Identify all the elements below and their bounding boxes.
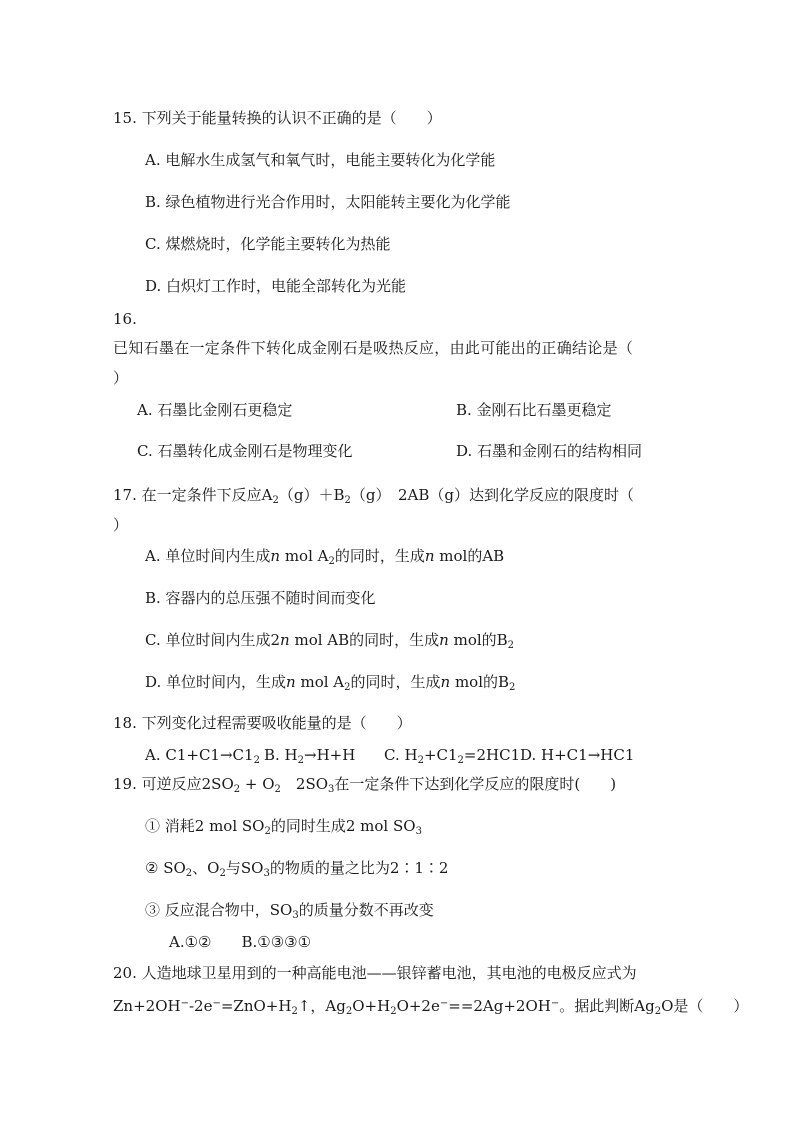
- q19-stem: 19. 可逆反应$2SO_2 + O_2$ $2SO_3$在一定条件下达到化学反应的限度时( ): [113, 775, 617, 795]
- q19-item-3: ③ 反应混合物中，$SO_3$的质量分数不再改变: [145, 901, 434, 921]
- q15-option-b: B. 绿色植物进行光合作用时，太阳能转主要化为化学能: [145, 193, 511, 211]
- q17-option-a: A. 单位时间内生成n mol $A_2$的同时，生成n mol的AB: [145, 547, 505, 567]
- q16-option-b: B. 金刚石比石墨更稳定: [456, 401, 612, 419]
- q16-stem: 已知石墨在一定条件下转化成金刚石是吸热反应，由此可能出的正确结论是（: [113, 339, 634, 357]
- q20-equations: $Zn+2OH^--2e^-=ZnO+H_2↑$，$Ag_2O+H_2O+2e^-==2Ag+2OH^-$。据此判断$Ag_2O$是（ ）: [113, 997, 749, 1017]
- q20-stem: 20. 人造地球卫星用到的一种高能电池——银锌蓄电池，其电池的电极反应式为: [113, 964, 637, 982]
- q18-option-a: A. $C1+C1\to C1_2$: [145, 746, 260, 766]
- q15-option-a: A. 电解水生成氢气和氧气时，电能主要转化为化学能: [145, 151, 496, 169]
- q16-option-a: A. 石墨比金刚石更稳定: [137, 401, 293, 419]
- q18-option-c: C. $H_2+C1_2=2HC1$: [384, 746, 521, 766]
- q19-options: A.①② B.①③③①: [169, 933, 312, 951]
- q16-number: 16.: [113, 310, 137, 328]
- q19-item-1: ① 消耗2 mol $SO_2$的同时生成2 mol $SO_3$: [145, 817, 422, 837]
- q17-option-b: B. 容器内的总压强不随时间而变化: [145, 589, 376, 607]
- q16-option-c: C. 石墨转化成金刚石是物理变化: [137, 442, 353, 460]
- q18-option-b: B. $H_2\to H+H$: [264, 746, 356, 766]
- q18-option-d: D. H+C1→HC1: [520, 746, 635, 764]
- q17-stem-end: ）: [113, 516, 129, 534]
- q15-option-c: C. 煤燃烧时，化学能主要转化为热能: [145, 235, 391, 253]
- q17-option-d: D. 单位时间内，生成n mol $A_2$的同时，生成n mol的$B_2$: [145, 673, 516, 693]
- q15-stem: 15. 下列关于能量转换的认识不正确的是（ ）: [113, 109, 442, 127]
- q16-stem-end: ）: [113, 369, 129, 387]
- q18-stem: 18. 下列变化过程需要吸收能量的是（ ）: [113, 714, 412, 732]
- q15-option-d: D. 白炽灯工作时，电能全部转化为光能: [145, 277, 407, 295]
- q17-stem: 17. 在一定条件下反应$A_2(g)+B_2(g)$ 2AB（g）达到化学反应的限度时（: [113, 486, 634, 506]
- q17-option-c: C. 单位时间内生成2n mol AB的同时，生成n mol的$B_2$: [145, 631, 515, 651]
- q16-option-d: D. 石墨和金刚石的结构相同: [456, 442, 643, 460]
- q19-item-2: ② $SO_2$、$O_2$与$SO_3$的物质的量之比为2∶1∶2: [145, 859, 449, 879]
